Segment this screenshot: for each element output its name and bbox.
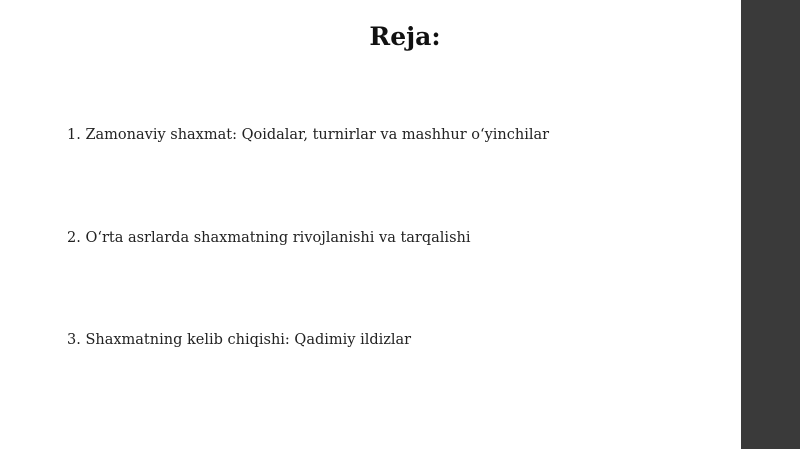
plan-item-1: 1. Zamonaviy shaxmat: Qoidalar, turnirlar va mashhur o‘yinchilar	[67, 127, 550, 143]
plan-item-2: 2. O‘rta asrlarda shaxmatning rivojlanishi va tarqalishi	[67, 230, 471, 246]
plan-item-3: 3. Shaxmatning kelib chiqishi: Qadimiy ildizlar	[67, 332, 412, 348]
slide-title: Reja:	[369, 22, 441, 51]
side-panel	[741, 0, 800, 449]
